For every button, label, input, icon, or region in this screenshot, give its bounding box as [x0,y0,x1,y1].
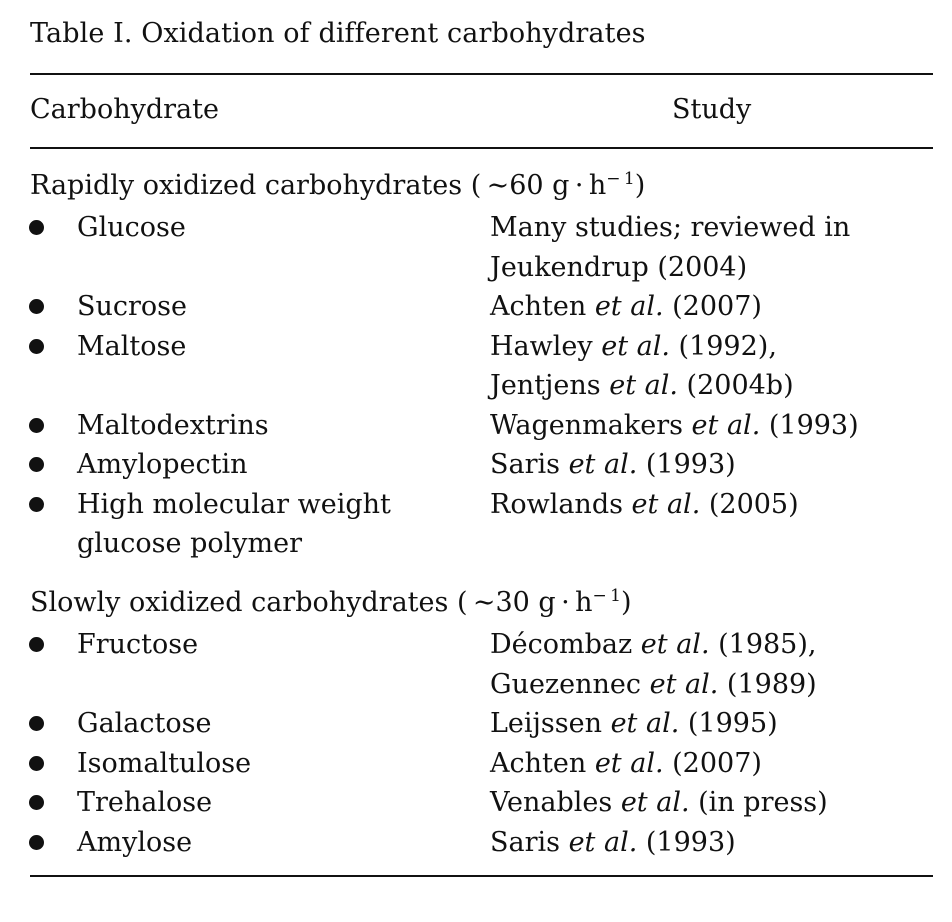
study-line [490,665,930,705]
bullet-icon [29,716,44,731]
study-etal: et al. [631,488,701,520]
bullet-icon [29,457,44,472]
study-reference [490,208,930,287]
carbohydrate-name [77,327,490,367]
carbohydrate-name-line: glucose polymer [77,528,303,559]
carbohydrate-name [77,783,490,823]
study-line [490,366,930,406]
table-row [0,327,952,406]
carbohydrate-name-line: Trehalose [77,787,213,818]
carbohydrate-name-line: Fructose [77,629,199,660]
table-row [0,406,952,446]
study-etal: et al. [691,409,761,441]
study-line [490,625,930,665]
column-header-carbohydrate: Carbohydrate [30,94,219,125]
section-title-rapid-close: ) [634,170,646,201]
bullet-icon [29,756,44,771]
study-year: (1985), [709,629,817,660]
carbohydrate-name-line: Galactose [77,708,212,739]
study-line [490,485,930,525]
carbohydrate-name-line: Maltodextrins [77,409,269,441]
study-year: (1993) [637,449,736,480]
study-reference [490,485,930,525]
carbohydrate-name-line: Amylopectin [77,449,248,480]
table-row [0,744,952,784]
header-rule [30,147,933,149]
table-row [0,625,952,704]
study-author: Saris [490,826,569,858]
carbohydrate-name [77,208,490,248]
bullet-icon [29,220,44,235]
table-row [0,783,952,823]
study-author: Achten [490,747,595,779]
section-title-rapid-text: Rapidly oxidized carbohydrates ( ∼60 g · h [30,170,607,201]
study-reference [490,445,930,485]
table-row [0,704,952,744]
top-rule [30,73,933,75]
slow-rows [0,625,952,862]
study-year: (1992), [669,330,777,362]
bullet-icon [29,795,44,810]
study-reference [490,327,930,406]
carbohydrate-name [77,485,490,564]
carbohydrate-name-line: Glucose [77,212,186,243]
carbohydrate-name [77,744,490,784]
section-title-rapid-exponent: − 1 [606,169,635,189]
study-line [490,783,930,823]
study-etal: et al. [610,708,680,739]
study-author: Guezennec [490,668,650,700]
study-author: Hawley [490,330,602,362]
study-line [490,445,930,485]
study-author: Achten [490,291,595,322]
study-line [490,327,930,367]
bullet-icon [29,835,44,850]
study-year: (1995) [679,708,778,739]
table-row [0,445,952,485]
study-line [490,823,930,863]
study-reference [490,783,930,823]
study-author: Saris [490,449,569,480]
study-etal: et al. [620,787,690,818]
column-header-study: Study [672,94,752,125]
study-line [490,704,930,744]
study-author: Many studies; reviewed in [490,212,851,243]
carbohydrate-name [77,625,490,665]
carbohydrate-name [77,704,490,744]
study-author: Wagenmakers [490,409,692,441]
study-year: (2007) [663,747,762,779]
study-etal: et al. [649,668,719,700]
study-author: Jeukendrup (2004) [490,251,748,283]
carbohydrate-name [77,445,490,485]
table-caption: Table I. Oxidation of different carbohydrates [30,18,646,49]
study-line [490,744,930,784]
table-row [0,485,952,564]
section-title-slow-text: Slowly oxidized carbohydrates ( ∼30 g · h [30,587,593,618]
carbohydrate-name-line: Sucrose [77,291,188,322]
study-line [490,248,930,288]
study-reference [490,287,930,327]
carbohydrate-name-line: Amylose [77,826,193,858]
study-line [490,287,930,327]
study-etal: et al. [609,370,678,401]
study-author: Venables [490,787,621,818]
study-reference [490,744,930,784]
bullet-icon [29,497,44,512]
carbohydrate-name [77,406,490,446]
carbohydrate-name [77,823,490,863]
study-etal: et al. [568,826,638,858]
section-title-rapid [30,169,645,201]
study-year: (in press) [689,787,828,818]
study-year: (2005) [700,488,799,520]
table-row [0,823,952,863]
table-row [0,287,952,327]
study-line [490,406,930,446]
study-author: Rowlands [490,488,632,520]
section-title-slow-exponent: − 1 [592,586,621,606]
study-year: (2007) [663,291,762,322]
study-etal: et al. [594,291,664,322]
section-title-slow [30,586,631,618]
carbohydrate-name [77,287,490,327]
bullet-icon [29,637,44,652]
bottom-rule [30,875,933,877]
bullet-icon [29,339,44,354]
section-title-slow-close: ) [620,587,632,618]
study-reference [490,625,930,704]
study-year: (1989) [718,668,817,700]
study-author: Jentjens [490,370,610,401]
study-year: (1993) [637,826,736,858]
study-year: (1993) [760,409,859,441]
study-reference [490,823,930,863]
table-row [0,208,952,287]
study-etal: et al. [601,330,670,362]
carbohydrate-name-line: High molecular weight [77,488,391,520]
study-etal: et al. [594,747,664,779]
study-reference [490,704,930,744]
study-reference [490,406,930,446]
study-etal: et al. [640,629,710,660]
study-author: Décombaz [490,629,641,660]
rapid-rows [0,208,952,564]
study-year: (2004b) [677,370,794,401]
bullet-icon [29,299,44,314]
bullet-icon [29,418,44,433]
study-etal: et al. [568,449,638,480]
carbohydrate-name-line: Isomaltulose [77,747,252,779]
study-author: Leijssen [490,708,611,739]
study-line [490,208,930,248]
carbohydrate-name-line: Maltose [77,330,187,362]
